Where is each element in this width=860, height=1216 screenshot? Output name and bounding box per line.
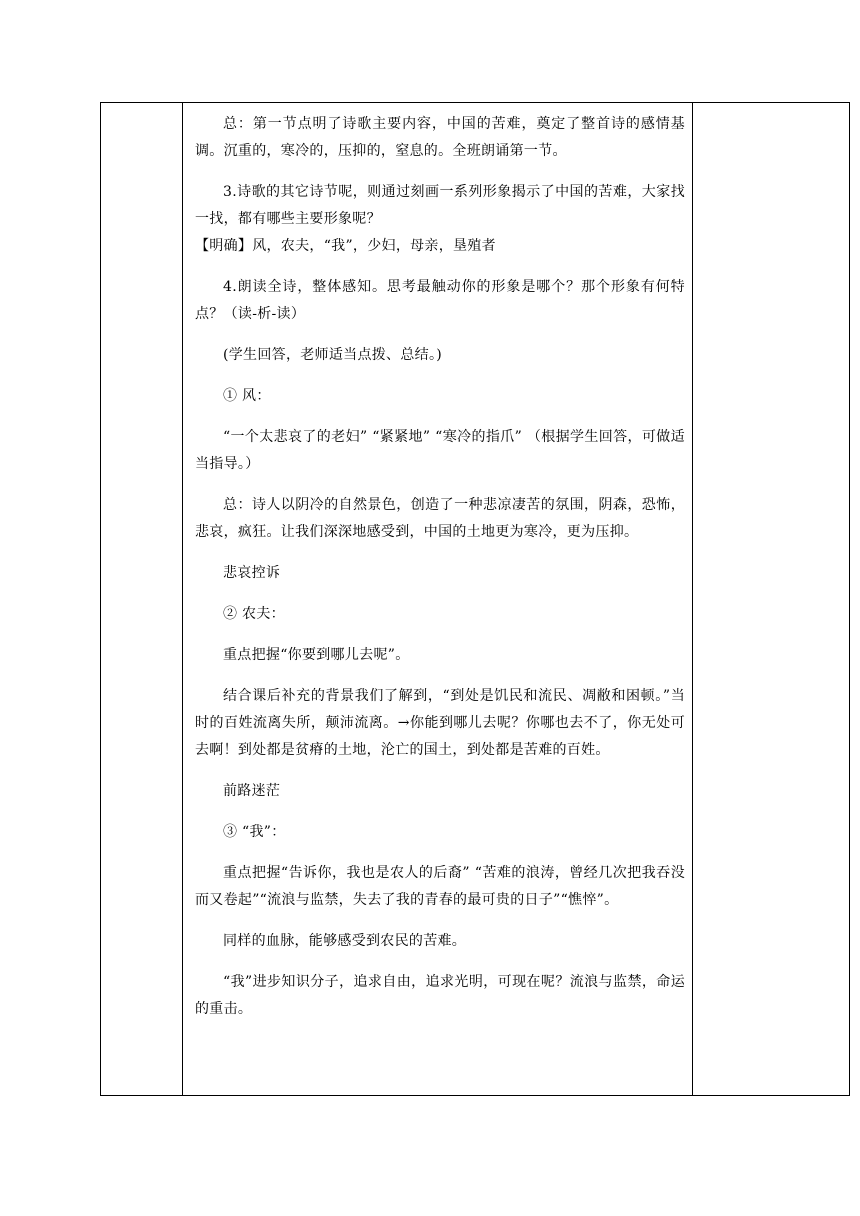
heading-wind: ① 风： — [223, 388, 271, 404]
left-column-cell — [101, 103, 183, 1096]
paragraph-question-4: 4.朗读全诗，整体感知。思考最触动你的形象是哪个？那个形象有何特点？（读-析-读） — [195, 279, 685, 322]
paragraph-summary-wind: 总：诗人以阴冷的自然景色，创造了一种悲凉凄苦的氛围，阴森，恐怖，悲哀，疯狂。让我们深深地感受到，中国的土地更为寒冷，更为压抑。 — [195, 497, 685, 540]
paragraph-summary-1: 总：第一节点明了诗歌主要内容，中国的苦难，奠定了整首诗的感情基调。沉重的，寒冷的，压抑的，窒息的。全班朗诵第一节。 — [195, 116, 685, 159]
paragraph-farmer-focus: 重点把握“你要到哪儿去呢”。 — [223, 647, 410, 663]
table-row — [101, 103, 850, 1096]
label-lost-path: 前路迷茫 — [223, 783, 281, 799]
heading-me: ③ “我”： — [223, 824, 286, 840]
lesson-table — [100, 102, 850, 1096]
paragraph-farmer-background: 结合课后补充的背景我们了解到，“到处是饥民和流民、凋敝和困顿。”当时的百姓流离失所，颠沛流离。→你能到哪儿去呢？你哪也去不了，你无处可去啊！到处都是贫瘠的土地，沦亡的国土，到处都是苦难的百姓。 — [195, 688, 685, 758]
paragraph-me-focus: 重点把握“告诉你，我也是农人的后裔” “苦难的浪涛，曾经几次把我吞没而又卷起”“流浪与监禁，失去了我的青春的最可贵的日子”“憔悴”。 — [195, 865, 685, 908]
lesson-content — [183, 103, 692, 1023]
label-sad-complaint: 悲哀控诉 — [223, 565, 281, 581]
paragraph-intellectual: “我”进步知识分子，追求自由，追求光明，可现在呢？流浪与监禁，命运的重击。 — [195, 974, 685, 1017]
paragraph-question-3: 3.诗歌的其它诗节呢，则通过刻画一系列形象揭示了中国的苦难，大家找一找，都有哪些主要形象呢？ — [195, 184, 685, 227]
paragraph-same-blood: 同样的血脉，能够感受到农民的苦难。 — [223, 933, 467, 949]
right-column-cell — [693, 103, 850, 1096]
content-column-cell — [183, 103, 693, 1096]
heading-farmer: ② 农夫： — [223, 606, 285, 622]
paragraph-instruction: (学生回答，老师适当点拨、总结。) — [223, 347, 443, 363]
paragraph-answer-3: 【明确】风，农夫，“我”，少妇，母亲，垦殖者 — [195, 238, 496, 254]
paragraph-wind-quotes: “一个太悲哀了的老妇” “紧紧地” “寒冷的指爪” （根据学生回答，可做适当指导。） — [195, 429, 685, 472]
